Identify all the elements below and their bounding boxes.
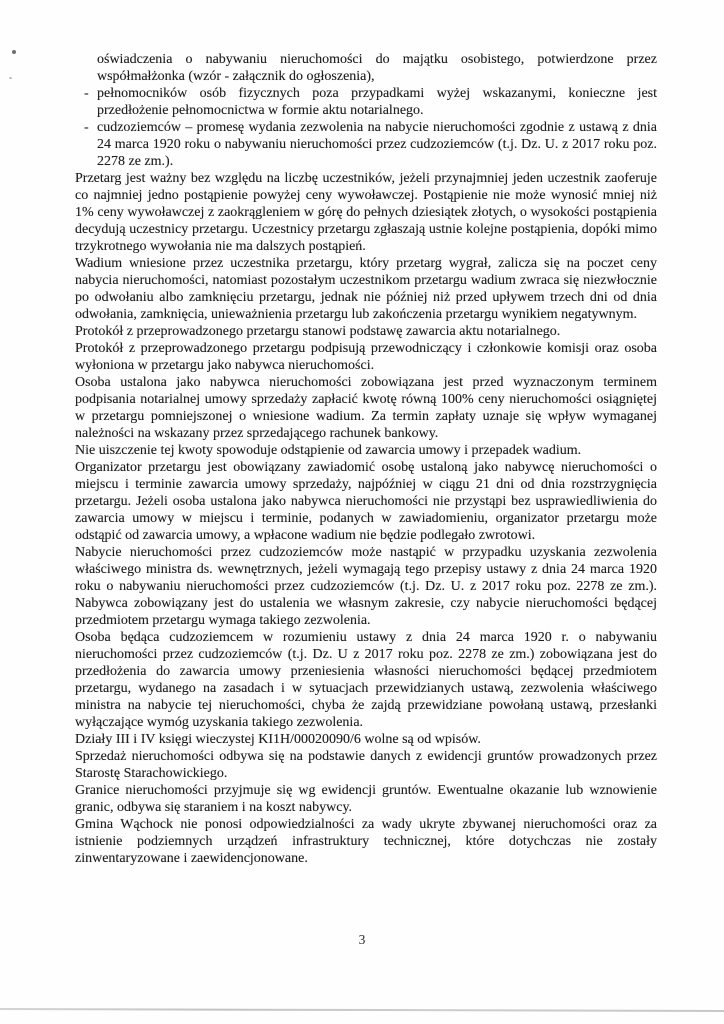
paragraph: Osoba będąca cudzoziemcem w rozumieniu ustawy z dnia 24 marca 1920 r. o nabywaniu nieruchomości przez cudzoziemców (t.j. Dz. U z 2017 roku poz. 2278 ze zm.) zobowiązana jest do przedłożenia do zawarcia umowy przeniesienia własności nieruchomości będącej przedmiotem przetargu, wydanego na zasadach i w sytuacjach przewidzianych ustawą, zezwolenia właściwego ministra na nabycie tej nieruchomości, chyba że zajdą przewidziane powołaną ustawą, przesłanki wyłączające wymóg uzyskania takiego zezwolenia. [75,630,657,730]
paragraph: Wadium wniesione przez uczestnika przetargu, który przetarg wygrał, zalicza się na poczet ceny nabycia nieruchomości, natomiast pozostałym uczestnikom przetargu wadium zwraca się niezwłocznie po odwołaniu albo zamknięciu przetargu, jednak nie później niż przed upływem trzech dni od dnia odwołania, zamknięcia, unieważnienia przetargu lub zakończenia przetargu wynikiem negatywnym. [75,256,657,322]
list-item-text: oświadczenia o nabywaniu nieruchomości do majątku osobistego, potwierdzone przez współmałżonka (wzór - załącznik do ogłoszenia), [97,52,657,84]
list-item-text: pełnomocników osób fizycznych poza przypadkami wyżej wskazanymi, konieczne jest przedłożenie pełnomocnictwa w formie aktu notarialnego. [97,86,657,118]
paragraph: Protokół z przeprowadzonego przetargu podpisują przewodniczący i członkowie komisji oraz osoba wyłoniona w przetargu jako nabywca nieruchomości. [75,341,657,373]
paragraph: Osoba ustalona jako nabywca nieruchomości zobowiązana jest przed wyznaczonym terminem podpisania notarialnej umowy sprzedaży zapłacić kwotę równą 100% ceny nieruchomości osiągniętej w przetargu pomniejszonej o wniesione wadium. Za termin zapłaty uznaje się wpływ wymaganej należności na wskazany przez sprzedającego rachunek bankowy. [75,375,657,441]
page-number: 3 [358,932,366,947]
list-item [75,119,657,170]
paragraph: Protokół z przeprowadzonego przetargu stanowi podstawę zawarcia aktu notarialnego. [75,324,561,339]
list-item-marker: - [84,86,89,101]
required-documents-list [75,51,657,170]
scan-edge-line [0,1008,724,1012]
list-item [75,85,657,119]
paragraph: Nabycie nieruchomości przez cudzoziemców może nastąpić w przypadku uzyskania zezwolenia właściwego ministra ds. wewnętrznych, jeżeli wymagają tego przepisy ustawy z dnia 24 marca 1920 roku o nabywaniu nieruchomości przez cudzoziemców (t.j. Dz. U. z 2017 roku poz. 2278 ze zm.). Nabywca zobowiązany jest do ustalenia we własnym zakresie, czy nabycie nieruchomości będącej przedmiotem przetargu wymaga takiego zezwolenia. [75,545,657,628]
auction-terms-paragraphs [75,170,657,867]
list-item-marker: - [84,120,89,135]
list-item-text: cudzoziemców – promesę wydania zezwolenia na nabycie nieruchomości zgodnie z ustawą z dnia 24 marca 1920 roku o nabywaniu nieruchomości przez cudzoziemców (t.j. Dz. U. z 2017 roku poz. 2278 ze zm.). [97,120,657,169]
scan-speck-faint [9,77,12,79]
list-item [75,51,657,85]
paragraph: Nie uiszczenie tej kwoty spowoduje odstąpienie od zawarcia umowy i przepadek wadium. [75,443,582,458]
document-body [75,51,657,867]
paragraph: Działy III i IV księgi wieczystej KI1H/00020090/6 wolne są od wpisów. [75,732,481,747]
paragraph: Granice nieruchomości przyjmuje się wg ewidencji gruntów. Ewentualne okazanie lub wznowienie granic, odbywa się staraniem i na koszt nabywcy. [75,783,657,815]
paragraph: Gmina Wąchock nie ponosi odpowiedzialności za wady ukryte zbywanej nieruchomości oraz za istnienie podziemnych urządzeń infrastruktury technicznej, które dotychczas nie zostały zinwentaryzowane i zaewidencjonowane. [75,817,657,866]
scan-speck-dark [12,50,16,54]
paragraph: Sprzedaż nieruchomości odbywa się na podstawie danych z ewidencji gruntów prowadzonych przez Starostę Starachowickiego. [75,749,657,781]
paragraph: Organizator przetargu jest obowiązany zawiadomić osobę ustaloną jako nabywcę nieruchomości o miejscu i terminie zawarcia umowy sprzedaży, najpóźniej w ciągu 21 dni od dnia rozstrzygnięcia przetargu. Jeżeli osoba ustalona jako nabywca nieruchomości nie przystąpi bez usprawiedliwienia do zawarcia umowy w miejscu i terminie, podanych w zawiadomieniu, organizator przetargu może odstąpić od zawarcia umowy, a wpłacone wadium nie będzie podlegało zwrotowi. [75,460,657,543]
paragraph: Przetarg jest ważny bez względu na liczbę uczestników, jeżeli przynajmniej jeden uczestnik zaoferuje co najmniej jedno postąpienie powyżej ceny wywoławczej. Postąpienie nie może wynosić mniej niż 1% ceny wywoławczej z zaokrągleniem w górę do pełnych dziesiątek złotych, o wysokości postąpienia decydują uczestnicy przetargu. Uczestnicy przetargu zgłaszają ustnie kolejne postąpienia, dopóki mimo trzykrotnego wywołania nie ma dalszych postąpień. [75,171,657,254]
